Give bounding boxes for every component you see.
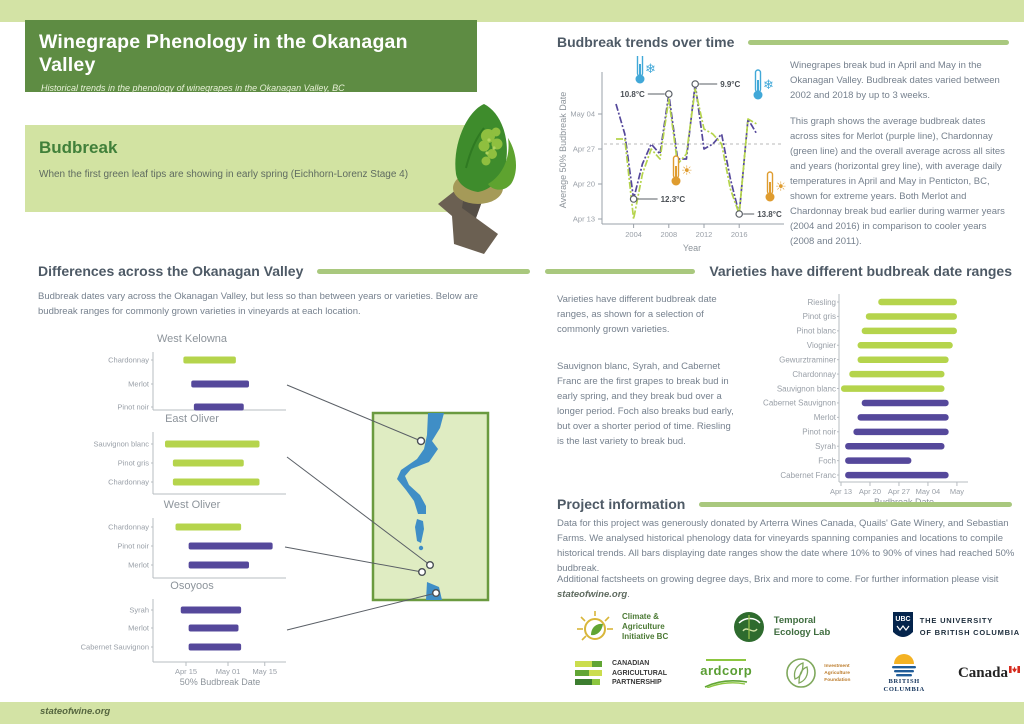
- svg-text:Apr 13: Apr 13: [572, 214, 595, 224]
- svg-text:2008: 2008: [660, 230, 678, 239]
- svg-text:Cabernet Franc: Cabernet Franc: [780, 470, 836, 480]
- project-paragraph-2: Additional factsheets on growing degree days, Brix and more to come. For further information please visit stateofwine.org.: [557, 574, 999, 600]
- trends-paragraph-1: Winegrapes break bud in April and May in the Okanagan Valley. Budbreak dates varied between 2002 and 2018 by up to 3 weeks.: [790, 60, 1000, 101]
- sun-leaf-icon: [575, 607, 615, 647]
- location-ranges-chart: [58, 330, 293, 688]
- varieties-paragraph-2: Sauvignon blanc, Syrah, and Cabernet Franc are the first grapes to break bud in early spring, and they break bud over a longer period. Foch also breaks bud early, but over a shorter period of time. Riesling is the last variety to break bud.: [557, 361, 734, 447]
- varieties-heading-rule: [545, 269, 695, 274]
- svg-text:West Kelowna: West Kelowna: [156, 333, 228, 345]
- svg-text:12.3°C: 12.3°C: [660, 194, 686, 204]
- svg-text:Merlot: Merlot: [128, 623, 149, 633]
- svg-text:Apr 13: Apr 13: [829, 487, 853, 496]
- temporal-ecology-icon: [731, 609, 767, 645]
- svg-text:Pinot noir: Pinot noir: [802, 427, 836, 437]
- svg-text:May: May: [949, 487, 965, 496]
- svg-text:Average 50% Budbreak Date: Average 50% Budbreak Date: [558, 91, 568, 209]
- svg-text:☀: ☀: [681, 164, 693, 179]
- differences-heading: Differences across the Okanagan Valley: [38, 263, 304, 279]
- project-heading: Project information: [557, 496, 686, 512]
- marker-east-oliver: [427, 562, 434, 569]
- svg-text:❄: ❄: [763, 78, 774, 93]
- svg-text:9.9°C: 9.9°C: [720, 79, 741, 89]
- svg-text:May 01: May 01: [215, 667, 241, 676]
- svg-text:10.8°C: 10.8°C: [620, 89, 645, 99]
- iaf-leaves-icon: [785, 657, 817, 689]
- differences-heading-row: [38, 263, 530, 279]
- budbreak-definition-box: [25, 125, 477, 212]
- bc-sun-icon: [884, 652, 924, 678]
- svg-text:Syrah: Syrah: [815, 442, 836, 451]
- ubc-shield-icon: [893, 612, 913, 642]
- svg-text:2016: 2016: [730, 230, 748, 239]
- trends-heading-rule: [748, 40, 1009, 45]
- sponsor-logos: [575, 607, 1020, 695]
- svg-text:May 04: May 04: [915, 487, 941, 496]
- project-heading-row: [557, 496, 1012, 512]
- svg-text:Chardonnay: Chardonnay: [108, 355, 149, 365]
- cap-bars-icon: [575, 660, 605, 686]
- svg-text:Sauvignon blanc: Sauvignon blanc: [93, 439, 149, 449]
- logo-temporal-ecology-lab: Temporal Ecology Lab: [731, 609, 830, 645]
- svg-text:13.8°C: 13.8°C: [757, 209, 782, 219]
- project-paragraph-2-text: Additional factsheets on growing degree days, Brix and more to come. For further information please visit: [557, 574, 999, 585]
- varieties-heading: Varieties have different budbreak date ranges: [709, 263, 1012, 279]
- varieties-paragraph-1: Varieties have different budbreak date ranges, as shown for a selection of commonly grown varieties.: [557, 294, 717, 335]
- logo-canada: Canada: [958, 665, 1020, 682]
- vaseux-lake: [419, 546, 423, 550]
- differences-heading-rule: [317, 269, 530, 274]
- page-title: Winegrape Phenology in the Okanagan Valley: [39, 31, 408, 76]
- svg-text:Osoyoos: Osoyoos: [170, 580, 214, 592]
- svg-text:Pinot gris: Pinot gris: [802, 312, 836, 322]
- page-subtitle: Historical trends in the phenology of winegrapes in the Okanagan Valley, BC: [41, 83, 345, 93]
- budbreak-description: When the first green leaf tips are showing in early spring (Eichhorn-Lorenz Stage 4): [39, 169, 409, 180]
- svg-text:Apr 15: Apr 15: [174, 667, 198, 676]
- variety-ranges-chart: [756, 286, 1022, 508]
- header: [25, 20, 477, 92]
- svg-text:Syrah: Syrah: [129, 605, 149, 615]
- okanagan-map: [280, 373, 505, 645]
- differences-paragraph: Budbreak dates vary across the Okanagan Valley, but less so than between years or varieties. Below are budbreak ranges for commonly grown varieties in vineyards at each location.: [38, 291, 479, 317]
- svg-text:Chardonnay: Chardonnay: [108, 522, 149, 532]
- marker-osoyoos: [433, 590, 440, 597]
- logo-climate-agriculture-initiative: Climate & Agriculture Initiative BC: [575, 607, 668, 647]
- svg-text:Merlot: Merlot: [813, 413, 836, 423]
- svg-text:Pinot noir: Pinot noir: [117, 402, 149, 412]
- logo-row-1: [575, 607, 1020, 647]
- svg-text:Merlot: Merlot: [128, 560, 149, 570]
- svg-text:Foch: Foch: [818, 456, 836, 466]
- svg-text:West Oliver: West Oliver: [163, 499, 221, 511]
- project-heading-rule: [699, 502, 1012, 507]
- marker-west-oliver: [419, 569, 426, 576]
- svg-text:Apr 27: Apr 27: [887, 487, 911, 496]
- svg-text:May 04: May 04: [570, 109, 595, 119]
- svg-text:Year: Year: [682, 243, 702, 253]
- svg-text:Riesling: Riesling: [807, 297, 836, 307]
- svg-text:2004: 2004: [625, 230, 642, 239]
- varieties-heading-row: [545, 263, 1012, 279]
- svg-text:Sauvignon blanc: Sauvignon blanc: [776, 384, 836, 394]
- trends-paragraph-2: This graph shows the average budbreak dates across sites for Merlot (purple line), Chardonnay (green line) and the overall average across all sites and years (horizontal grey line), with average daily temperatures in April and May in Penticton, BC, shown for extreme years. Both Merlot and Chardonnay break bud earlier during warmer years (2004 and 2016) in comparison to cooler years (2008 and 2011).: [790, 116, 1005, 247]
- ardcorp-swoosh-icon: [703, 678, 749, 688]
- marker-west-kelowna: [418, 438, 425, 445]
- logo-investment-agriculture-foundation: Investment Agriculture Foundation: [785, 657, 850, 689]
- svg-text:❄: ❄: [645, 62, 656, 77]
- logo-row-2: [575, 652, 1020, 695]
- svg-text:Merlot: Merlot: [128, 379, 149, 389]
- svg-text:Chardonnay: Chardonnay: [108, 477, 149, 487]
- svg-text:Pinot noir: Pinot noir: [117, 541, 149, 551]
- stateofwine-link: stateofwine.org: [557, 589, 628, 600]
- svg-text:Apr 20: Apr 20: [858, 487, 882, 496]
- grape-bud-illustration: [426, 96, 544, 258]
- svg-text:Chardonnay: Chardonnay: [792, 369, 836, 379]
- footer-site: stateofwine.org: [40, 706, 111, 717]
- logo-british-columbia: BRITISH COLUMBIA: [884, 652, 925, 695]
- canada-flag-icon: [1009, 666, 1020, 673]
- trends-heading: Budbreak trends over time: [557, 34, 735, 50]
- svg-text:Cabernet Sauvignon: Cabernet Sauvignon: [80, 642, 149, 652]
- svg-text:UBC: UBC: [895, 616, 911, 623]
- varieties-text: [557, 292, 739, 460]
- svg-text:50% Budbreak Date: 50% Budbreak Date: [179, 677, 261, 687]
- svg-text:Pinot gris: Pinot gris: [117, 458, 149, 468]
- svg-text:Cabernet Sauvignon: Cabernet Sauvignon: [763, 398, 836, 408]
- project-paragraph-1: Data for this project was generously donated by Arterra Wines Canada, Quails' Gate Winery, and Sebastian Farms. We analysed historical phenology data for vineyards spanning companies and locations to compile historical trends. All bars displaying date ranges show the date where 10% to 90% of vines had reached 50% budbreak.: [557, 518, 1015, 574]
- svg-text:Pinot blanc: Pinot blanc: [796, 326, 836, 336]
- svg-text:Apr 20: Apr 20: [572, 179, 595, 189]
- svg-text:☀: ☀: [775, 180, 787, 195]
- trends-heading-row: [557, 34, 1009, 50]
- top-strip: [0, 0, 1024, 22]
- footer-strip: [0, 702, 1024, 724]
- svg-text:2012: 2012: [695, 230, 713, 239]
- budbreak-trends-chart: [552, 56, 792, 256]
- svg-text:May 15: May 15: [252, 667, 278, 676]
- trends-text: [790, 58, 1012, 260]
- logo-ubc: UBC THE UNIVERSITY OF BRITISH COLUMBIA: [893, 612, 1020, 642]
- svg-text:Apr 27: Apr 27: [572, 144, 595, 154]
- svg-text:East Oliver: East Oliver: [165, 413, 219, 425]
- budbreak-heading: Budbreak: [39, 138, 118, 157]
- svg-text:Viognier: Viognier: [806, 341, 836, 351]
- logo-ardcorp: ardcorp: [700, 659, 752, 688]
- logo-canadian-agricultural-partnership: CANADIAN AGRICULTURAL PARTNERSHIP: [575, 659, 667, 688]
- svg-text:Gewurztraminer: Gewurztraminer: [779, 355, 836, 365]
